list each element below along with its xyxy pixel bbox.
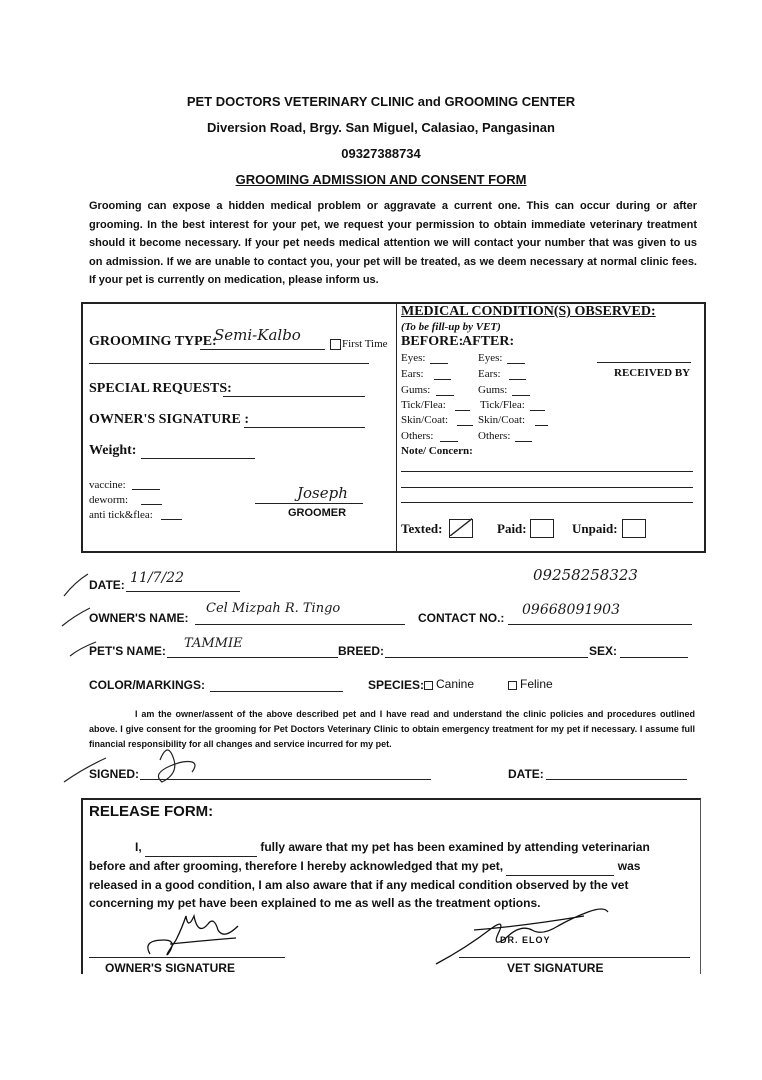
release-text-2: fully aware that my pet has been examined by attending veterinarian before and after grooming, therefore I hereby acknowledged that my pet,	[89, 840, 650, 873]
release-text-3: was released in a good condition, I am also aware that if any medical condition observed by the vet concerning my pet have been explained to me as well as the treatment options.	[89, 859, 641, 910]
release-text-1: I,	[135, 840, 142, 854]
box-divider	[396, 304, 397, 551]
owners-name-label: OWNER'S NAME:	[89, 611, 189, 625]
owner-signature	[140, 908, 250, 962]
owner-sig-label: OWNER'S SIGNATURE	[105, 961, 235, 975]
medical-title: MEDICAL CONDITION(S) OBSERVED:	[401, 304, 656, 319]
before-gums: Gums:	[401, 384, 431, 396]
vet-stamp: DR. ELOY	[500, 935, 551, 945]
clinic-address: Diversion Road, Brgy. San Miguel, Calasiao, Pangasinan	[207, 120, 555, 135]
consent-text: I am the owner/assent of the above described pet and I have read and understand the clinic policies and procedures outlined above. I give consent for the grooming for Pet Doctors Veterinary Clinic to obtain emergency treatment for my pet if necessary. I assume full financial responsibility for all changes and service incurred for my pet.	[89, 709, 695, 749]
pets-name-value[interactable]: TAMMIE	[184, 636, 243, 651]
vaccine-label: vaccine:	[89, 479, 126, 491]
after-ears: Ears:	[478, 368, 501, 380]
special-requests-label: SPECIAL REQUESTS:	[89, 381, 232, 396]
after-others: Others:	[478, 430, 511, 442]
feline-checkbox[interactable]	[508, 681, 517, 690]
first-time-checkbox[interactable]	[330, 339, 341, 350]
deworm-label: deworm:	[89, 494, 129, 506]
breed-field[interactable]	[385, 657, 588, 658]
received-by-label: RECEIVED BY	[614, 367, 691, 379]
before-skin: Skin/Coat:	[401, 414, 449, 426]
special-requests-field[interactable]	[223, 396, 365, 397]
owners-name-value[interactable]: Cel Mizpah R. Tingo	[206, 601, 341, 616]
breed-label: BREED:	[338, 644, 385, 658]
signed-label: SIGNED:	[89, 767, 140, 781]
after-tick: Tick/Flea:	[480, 399, 525, 411]
received-by-field[interactable]	[597, 362, 691, 363]
pen-check-marks	[60, 560, 240, 800]
after-eyes: Eyes:	[478, 352, 503, 364]
date-value[interactable]: 11/7/22	[130, 570, 184, 586]
pets-name-label: PET'S NAME:	[89, 644, 166, 658]
owners-signature-field[interactable]	[244, 427, 365, 428]
anti-tick-label: anti tick&flea:	[89, 509, 153, 521]
color-label: COLOR/MARKINGS:	[89, 678, 205, 692]
form-title: GROOMING ADMISSION AND CONSENT FORM	[235, 172, 527, 187]
paid-label: Paid:	[497, 521, 527, 536]
date-label: DATE:	[89, 578, 125, 592]
canine-checkbox[interactable]	[424, 681, 433, 690]
medical-note: (To be fill-up by VET)	[401, 321, 501, 333]
grooming-type-value[interactable]: Semi-Kalbo	[214, 326, 301, 344]
contact-value[interactable]: 09668091903	[522, 602, 620, 618]
texted-checkbox[interactable]	[449, 519, 473, 538]
feline-label: Feline	[520, 677, 553, 691]
note-concern-label: Note/ Concern:	[401, 445, 473, 457]
unpaid-label: Unpaid:	[572, 521, 618, 536]
after-label: AFTER:	[462, 334, 515, 349]
groomer-name: Joseph	[297, 484, 348, 502]
owners-signature-label: OWNER'S SIGNATURE :	[89, 412, 249, 427]
sex-field[interactable]	[620, 657, 688, 658]
species-label: SPECIES:	[368, 678, 425, 692]
date2-label: DATE:	[508, 767, 544, 781]
release-pet-field[interactable]	[506, 857, 614, 876]
grooming-type-label: GROOMING TYPE:	[89, 334, 217, 349]
before-eyes: Eyes:	[401, 352, 426, 364]
before-ears: Ears:	[401, 368, 424, 380]
after-skin: Skin/Coat:	[478, 414, 526, 426]
before-tick: Tick/Flea:	[401, 399, 446, 411]
intro-paragraph: Grooming can expose a hidden medical problem or aggravate a current one. This can occur during or after grooming. In the best interest for your pet, we request your permission to obtain immediate veterinary treatment should it become necessary. If your pet needs medical attention we will contact your number that was given to us on admission. If we are unable to contact you, your pet will be treated, as we deem necessary at normal clinic fees. If your pet is currently on medication, please inform us.	[89, 200, 697, 286]
extra-phone-number: 09258258323	[533, 566, 638, 584]
contact-label: CONTACT NO.:	[418, 611, 505, 625]
canine-label: Canine	[436, 677, 475, 691]
release-title: RELEASE FORM:	[89, 803, 214, 820]
texted-label: Texted:	[401, 521, 443, 536]
after-gums: Gums:	[478, 384, 508, 396]
clinic-phone: 09327388734	[341, 146, 421, 161]
first-time-label: First Time	[342, 338, 388, 350]
groomer-label: GROOMER	[288, 507, 347, 519]
before-others: Others:	[401, 430, 434, 442]
before-label: BEFORE:	[401, 334, 464, 349]
vet-sig-label: VET SIGNATURE	[507, 961, 604, 975]
sex-label: SEX:	[589, 644, 618, 658]
clinic-name: PET DOCTORS VETERINARY CLINIC and GROOMING CENTER	[186, 94, 576, 109]
weight-label: Weight:	[89, 443, 137, 458]
paid-checkbox[interactable]	[530, 519, 554, 538]
weight-field[interactable]	[141, 458, 255, 459]
release-paragraph	[89, 838, 685, 912]
release-name-field[interactable]	[145, 838, 257, 857]
unpaid-checkbox[interactable]	[622, 519, 646, 538]
date2-field[interactable]	[546, 779, 687, 780]
